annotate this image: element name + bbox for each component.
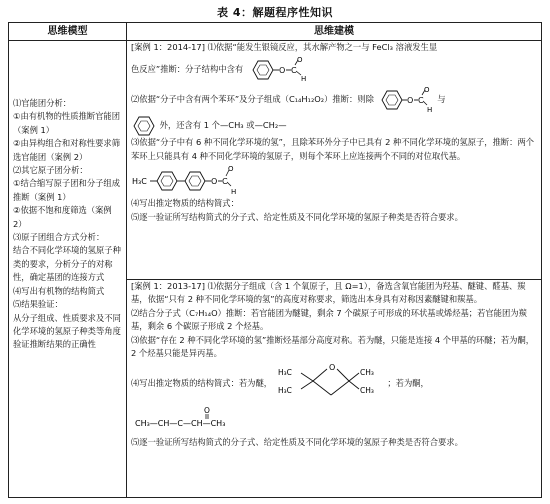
- oxygen-label: O: [211, 176, 218, 186]
- left-column-cell: [9, 41, 127, 498]
- case1-line-7: ⑸逐一验证所写结构简式的分子式、给定性质及不同化学环境的氢原子种类是否符合要求。: [131, 211, 463, 222]
- case1-line-2-text: 色反应”推断：分子结构中含有: [131, 64, 244, 75]
- methyl-label: CH₃: [359, 385, 374, 395]
- case1-line-4-text: 外，还含有 1 个—CH₃ 或—CH₂—: [159, 120, 287, 131]
- case1-line-3-text: ⑵依据“分子中含有两个苯环”及分子组成（C₁₄H₁₂O₂）推断：则除: [131, 94, 374, 105]
- case2-structure-row: [131, 360, 537, 406]
- oxygen-label: O: [406, 95, 413, 105]
- case2-line-4-ketone-text: ；若为酮，: [387, 378, 429, 389]
- table-title: 表 4：解题程序性知识: [217, 6, 333, 19]
- case1-line-4: [131, 114, 537, 136]
- case-1-cell: [127, 41, 542, 280]
- left-item: ②由异构组合和对称性要求筛选官能团（案例 2）: [13, 138, 121, 162]
- phenyl-ester-structure: [246, 55, 310, 85]
- case1-line-6: ⑷写出推定物质的结构简式：: [131, 198, 239, 209]
- case1-structure-row: [131, 163, 537, 197]
- carbonyl-oxygen-label: O: [228, 164, 234, 173]
- left-item: 结合不同化学环境的氢原子种类的要求，分析分子的对称性，确定基团的连接方式: [13, 245, 121, 283]
- methyl-label: H₃C: [277, 367, 292, 377]
- case2-line-2: ⑵结合分子式（C₇H₁₄O）推断：若官能团为醚键，剩余 7 个碳原子可形成的环状基或烯烃基；若官能团为羰基，剩余 6 个碳原子形成 2 个烃基。: [131, 307, 527, 332]
- left-item: ⑶原子团组合方式分析：: [13, 232, 105, 243]
- biphenyl-ester-structure: [131, 164, 281, 198]
- left-item: ⑴官能团分析：: [13, 98, 72, 108]
- ketone-chain-label: CH₃—CH—C—CH—CH₃: [135, 419, 226, 429]
- knowledge-table: [8, 22, 542, 498]
- case2-line-1: [案例 1：2013-17] ⑴依据分子组成（含 1 个氧原子，且 Ω=1），备选含氧官能团为羟基、醚键、醛基、羰基，依据“只有 2 种不同化学环境的氢”的高度对称要求，筛选出本身具有对称因素醚键和羰基。: [131, 281, 526, 305]
- methyl-label: H₃C: [277, 385, 292, 395]
- case2-line-5: ⑸逐一验证所写结构简式的分子式、给定性质及不同化学环境的氢原子种类是否符合要求。: [131, 437, 463, 448]
- header-thinking-model: 思维模型: [9, 23, 127, 41]
- case-2-cell: [127, 280, 542, 498]
- methyl-label: H₃C: [132, 176, 147, 186]
- left-item: ⑸结果验证：: [13, 299, 63, 310]
- left-item: ①由有机物的性质推断官能团（案例 1）: [13, 111, 121, 135]
- left-item: ②依据不饱和度筛选（案例 2）: [13, 205, 112, 229]
- hydrogen-label: H: [231, 187, 237, 196]
- carbonyl-oxygen-label: O: [296, 55, 303, 64]
- ketone-structure-row: [131, 406, 537, 436]
- carbon-label: C: [417, 95, 424, 105]
- case2-line-3: ⑶依据“存在 2 种不同化学环境的氢”推断烃基部分高度对称。若为醚，只能是连接 4 个甲基的环醚；若为酮，2 个烃基只能是异丙基。: [131, 334, 535, 359]
- case2-line-4-text: ⑷写出推定物质的结构简式：若为醚，: [131, 378, 273, 389]
- benzene-ring-structure: [131, 115, 157, 137]
- left-item: ⑷写出有机物的结构简式: [13, 285, 105, 296]
- header-thinking-modeling: 思维建模: [127, 23, 542, 41]
- hydrogen-label: H: [300, 74, 307, 83]
- case1-line-1: [案例 1：2014-17] ⑴依据“能发生银镜反应，其水解产物之一与 FeCl₃ 溶液发生显: [131, 42, 438, 52]
- case1-line-3-and: 与: [437, 94, 446, 105]
- ketone-structure: [131, 406, 261, 436]
- phenyl-ester-structure: [377, 85, 435, 115]
- oxygen-label: O: [278, 65, 286, 75]
- carbon-label: C: [222, 176, 228, 186]
- methyl-label: CH₃: [359, 367, 374, 377]
- case1-line-5: ⑶依据“分子中有 6 种不同化学环境的氢”，且除苯环外分子中已具有 2 种不同化学环境的氢原子，推断：两个苯环上只能具有 4 种不同化学环境的氢原子，则每个苯环上应连接两个不同的对位取代基。: [131, 137, 535, 161]
- case1-line-2: [131, 54, 537, 84]
- left-item: 从分子组成、性质要求及不同化学环境的氢原子种类等角度验证推断结果的正确性: [13, 312, 121, 350]
- case1-line-3: [131, 84, 537, 114]
- left-item: ①结合缩写原子团和分子组成推断（案例 1）: [13, 178, 121, 202]
- left-item: ⑵其它原子团分析：: [13, 165, 88, 176]
- cyclic-ether-structure: [275, 361, 385, 407]
- ketone-oxygen-label: O: [204, 406, 210, 416]
- carbonyl-oxygen-label: O: [423, 85, 430, 94]
- hydrogen-label: H: [426, 105, 432, 114]
- ring-oxygen-label: O: [328, 362, 335, 372]
- carbon-label: C: [290, 65, 297, 75]
